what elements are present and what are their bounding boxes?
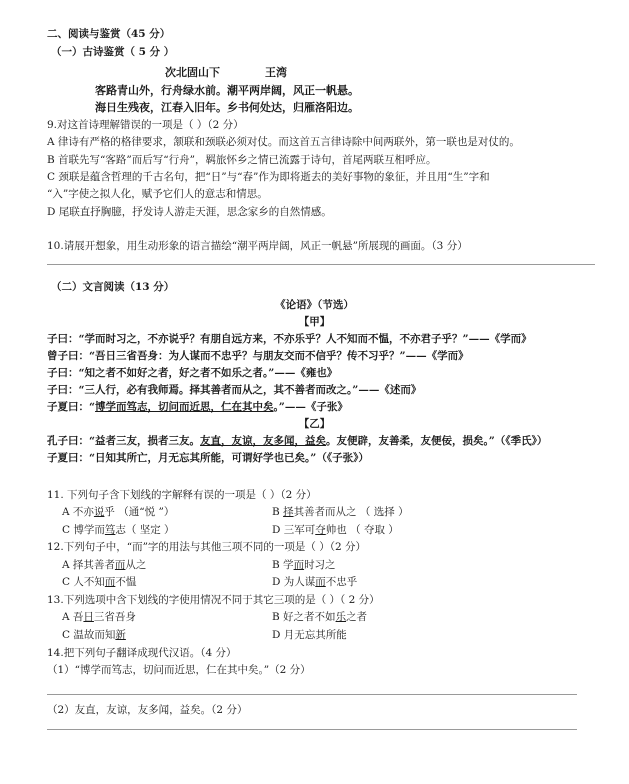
q12-option-c: [62, 576, 136, 589]
q13-c-pre: C 温故而知: [62, 629, 116, 641]
answer-line-q14-2: [47, 729, 577, 730]
q13-option-c: [62, 629, 126, 642]
q12-a-post: 从之: [125, 559, 147, 571]
q14-sentence-2: （2）友直，友谅，友多闻，益矣。（2 分）: [47, 704, 248, 716]
yi-line-1-pre: 孔子曰：“益者三友，损者三友。: [47, 435, 201, 447]
q12-stem: 12.下列句子中，“而”字的用法与其他三项不同的一项是（ ）（2 分）: [47, 541, 367, 553]
yi-line-1-post: 。友便辟，友善柔，友便佞，损矣。”（《季氏》）: [326, 435, 548, 447]
poem-title: 次北固山下: [165, 66, 220, 79]
q11-b-underlined: 择: [283, 506, 294, 518]
q12-d-post: 不忠乎: [325, 576, 358, 588]
q13-stem: 13.下列选项中含下划线的字使用情况不同于其它三项的是（ ）（ 2 分）: [47, 594, 380, 606]
q13-b-underlined: 乐: [335, 611, 347, 623]
q12-option-d: [272, 576, 357, 589]
jia-line-2: 曾子曰：“吾日三省吾身：为人谋而不忠乎？与朋友交而不信乎？传不习乎？”——《学而》: [47, 350, 469, 362]
answer-line-q10: [47, 264, 595, 265]
q12-b-post: 时习之: [304, 559, 336, 571]
yi-line-1-underlined: 友直，友谅，友多闻，益矣: [200, 435, 327, 447]
jia-line-5-post: 。”——《子张》: [273, 401, 348, 413]
q11-a-underlined: 说: [93, 506, 105, 518]
jia-line-5: [47, 401, 348, 414]
part2-heading: （二）文言阅读（13 分）: [51, 281, 175, 293]
q11-d-post: 帅也 （ 夺取 ）: [325, 524, 399, 536]
poem-author: 王湾: [265, 66, 287, 79]
passage-jia-label: 【甲】: [298, 316, 331, 328]
jia-line-5-underlined: 博学而笃志，切问而近思，仁在其中矣: [95, 401, 274, 413]
q9-option-c-line2: “入”字使之拟人化，赋予它们人的意志和情思。: [47, 188, 268, 200]
q9-option-b: B 首联先写“客路”而后写“行舟”，羁旅怀乡之情已流露于诗句，首尾两联互相呼应。: [47, 154, 437, 166]
q13-d-pre: D 月无忘其所能: [272, 629, 347, 641]
section-heading: 二、阅读与鉴赏（45 分）: [47, 28, 171, 40]
q14-stem: 14.把下列句子翻译成现代汉语。（4 分）: [47, 647, 237, 659]
q12-b-underlined: 而: [293, 559, 305, 571]
q12-b-pre: B 学: [272, 559, 294, 571]
jia-line-5-pre: 子夏曰：“: [47, 401, 96, 413]
q12-a-underlined: 而: [114, 559, 126, 571]
q11-option-b: [272, 506, 409, 519]
q13-c-underlined: 新: [115, 629, 126, 641]
yi-line-2: 子夏曰：“日知其所亡，月无忘其所能，可谓好学也已矣。”（《子张》）: [47, 452, 369, 464]
q11-option-c: [62, 524, 175, 537]
q11-c-underlined: 笃: [104, 524, 116, 536]
jia-line-4: 子曰：“三人行，必有我师焉。择其善者而从之，其不善者而改之。”——《述而》: [47, 384, 422, 396]
q13-option-d: [272, 629, 347, 642]
q11-a-post: 乎 （通“悦 ”）: [104, 506, 175, 518]
q13-a-underlined: 日: [83, 611, 94, 623]
answer-line-q14-1: [47, 694, 577, 695]
yi-line-1: [47, 435, 547, 448]
q11-stem: 11. 下列句子含下划线的字解释有误的一项是（ ）（2 分）: [47, 489, 317, 501]
poem-line-1: 客路青山外，行舟绿水前。潮平两岸阔，风正一帆悬。: [95, 84, 359, 97]
q12-option-b: [272, 559, 336, 572]
q9-stem: 9.对这首诗理解错误的一项是（ ）（2 分）: [47, 119, 244, 131]
q13-b-post: 之者: [346, 611, 368, 623]
q12-a-pre: A 择其善者: [62, 559, 115, 571]
q11-d-underlined: 夺: [315, 524, 326, 536]
q11-d-pre: D 三军可: [272, 524, 316, 536]
q11-a-pre: A 不亦: [62, 506, 94, 518]
q13-b-pre: B 好之者不如: [272, 611, 336, 623]
q10-stem: 10.请展开想象，用生动形象的语言描绘“潮平两岸阔，风正一帆悬”所展现的画面。（3 分）: [47, 240, 468, 252]
q11-c-post: 志（ 坚定 ）: [115, 524, 175, 536]
q12-option-a: [62, 559, 146, 572]
passage-yi-label: 【乙】: [298, 418, 331, 430]
jia-line-3: 子曰：“知之者不如好之者，好之者不如乐之者。”——《雍也》: [47, 367, 338, 379]
q13-option-a: [62, 611, 136, 624]
q9-option-a: A 律诗有严格的格律要求，颔联和颈联必须对仗。而这首五言律诗除中间两联外，第一联也是对仗的。: [47, 136, 520, 148]
q11-b-pre: B: [272, 506, 284, 518]
q13-a-post: 三省吾身: [93, 611, 136, 623]
q9-option-c-line1: C 颈联是蕴含哲理的千古名句，把“日”与“春”作为即将逝去的美好事物的象征，并且用“生”字和: [47, 171, 490, 183]
passage-title: 《论语》（节选）: [275, 299, 354, 311]
q11-option-a: [62, 506, 174, 519]
q11-option-d: [272, 524, 399, 537]
q13-a-pre: A 吾: [62, 611, 84, 623]
q13-option-b: [272, 611, 367, 624]
q11-b-post: 其善者而从之 （ 选择 ）: [293, 506, 409, 518]
q12-c-underlined: 而: [104, 576, 116, 588]
q12-c-post: 不愠: [115, 576, 137, 588]
q12-d-pre: D 为人谋: [272, 576, 316, 588]
q9-option-d: D 尾联直抒胸臆，抒发诗人游走天涯，思念家乡的自然情感。: [47, 206, 332, 218]
q11-c-pre: C 博学而: [62, 524, 105, 536]
q12-d-underlined: 而: [315, 576, 326, 588]
q12-c-pre: C 人不知: [62, 576, 105, 588]
poem-line-2: 海日生残夜，江春入旧年。乡书何处达，归雁洛阳边。: [95, 101, 359, 114]
q14-sentence-1: （1）“博学而笃志，切问而近思，仁在其中矣。”（2 分）: [47, 664, 311, 676]
jia-line-1: 子曰：“学而时习之，不亦说乎？有朋自远方来，不亦乐乎？人不知而不愠，不亦君子乎？”——《学而》: [47, 333, 532, 345]
part1-heading: （一）古诗鉴赏（ 5 分 ）: [51, 46, 175, 58]
